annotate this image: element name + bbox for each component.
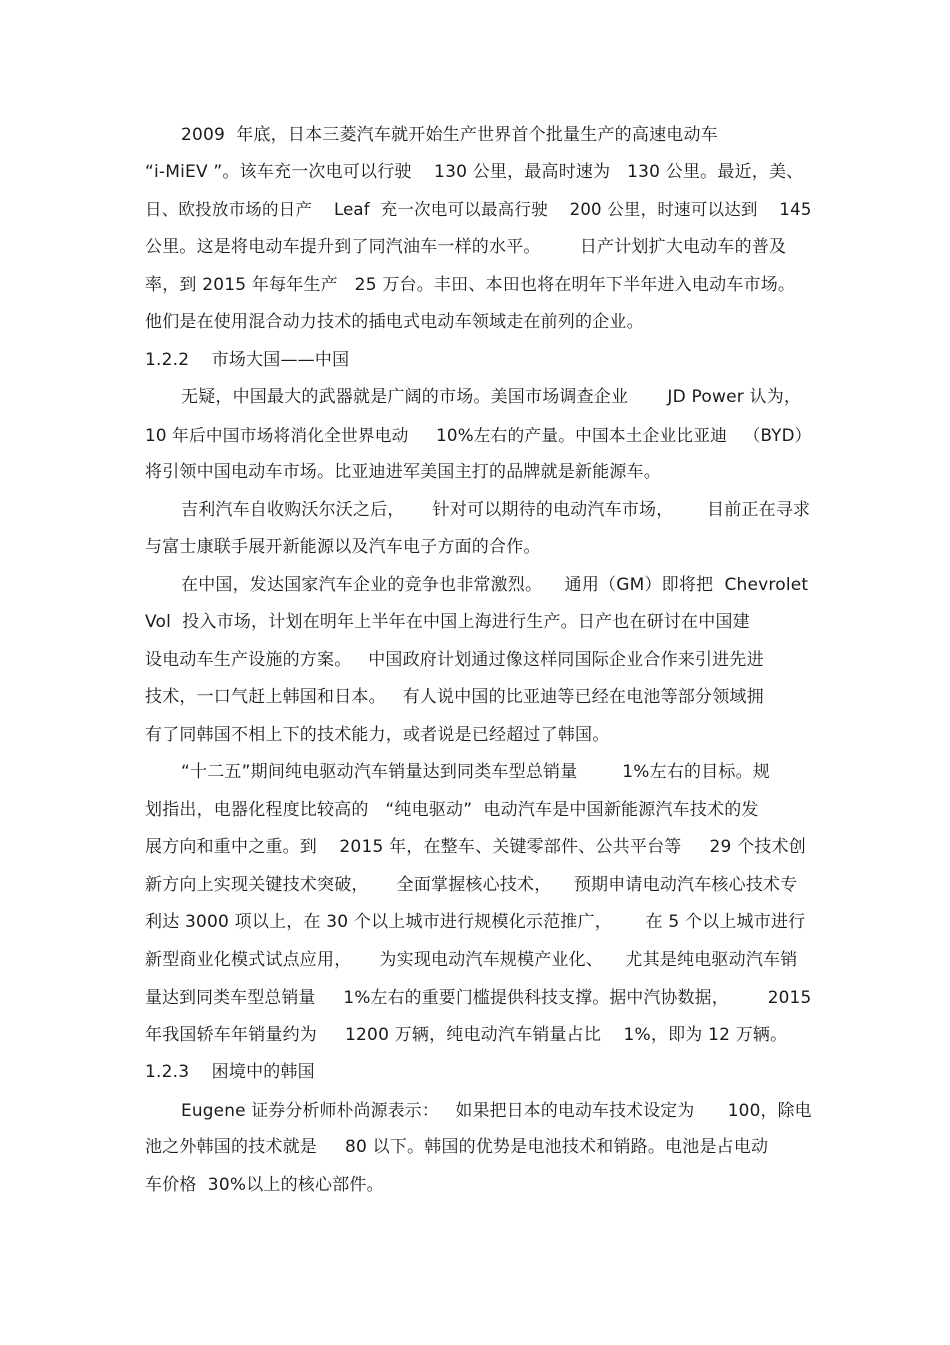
paragraph-2-line-3: 将引领中国电动车市场。比亚迪进军美国主打的品牌就是新能源车。 [145, 462, 661, 482]
paragraph-5-line-8: 年我国轿车年销量约为 1200 万辆，纯电动汽车销量占比 1%，即为 12 万辆。 [145, 1025, 788, 1045]
paragraph-5-line-3: 展方向和重中之重。到 2015 年，在整车、关键零部件、公共平台等 29 个技术创 [145, 837, 806, 857]
paragraph-5-line-5: 利达 3000 项以上，在 30 个以上城市进行规模化示范推广， 在 5 个以上城市进行 [145, 912, 806, 932]
paragraph-3-line-2: 与富士康联手展开新能源以及汽车电子方面的合作。 [145, 537, 541, 557]
paragraph-4-line-3: 设电动车生产设施的方案。 中国政府计划通过像这样同国际企业合作来引进先进 [145, 650, 764, 670]
paragraph-2-line-2: 10 年后中国市场将消化全世界电动 10%左右的产量。中国本土企业比亚迪 （BYD） [145, 425, 812, 445]
paragraph-5-line-1: “十二五”期间纯电驱动汽车销量达到同类车型总销量 1%左右的目标。规 [181, 762, 771, 782]
section-heading-1-2-3: 1.2.3 困境中的韩国 [145, 1062, 315, 1082]
paragraph-1-line-5: 率，到 2015 年每年生产 25 万台。丰田、本田也将在明年下半年进入电动车市场。 [145, 275, 796, 295]
paragraph-2-line-1: 无疑，中国最大的武器就是广阔的市场。美国市场调查企业 JD Power 认为， [181, 387, 802, 407]
paragraph-4-line-4: 技术，一口气赶上韩国和日本。 有人说中国的比亚迪等已经在电池等部分领域拥 [145, 687, 764, 707]
paragraph-6-line-2: 池之外韩国的技术就是 80 以下。韩国的优势是电池技术和销路。电池是占电动 [145, 1137, 769, 1157]
paragraph-3-line-1: 吉利汽车自收购沃尔沃之后， 针对可以期待的电动汽车市场， 目前正在寻求 [181, 500, 811, 520]
paragraph-5-line-4: 新方向上实现关键技术突破， 全面掌握核心技术， 预期申请电动汽车核心技术专 [145, 875, 798, 895]
paragraph-4-line-5: 有了同韩国不相上下的技术能力，或者说是已经超过了韩国。 [145, 725, 610, 745]
paragraph-1-line-4: 公里。这是将电动车提升到了同汽油车一样的水平。 日产计划扩大电动车的普及 [145, 237, 787, 257]
paragraph-5-line-2: 划指出，电器化程度比较高的 “纯电驱动” 电动汽车是中国新能源汽车技术的发 [145, 800, 759, 820]
paragraph-1-line-6: 他们是在使用混合动力技术的插电式电动车领域走在前列的企业。 [145, 312, 644, 332]
paragraph-4-line-2: Vol 投入市场，计划在明年上半年在中国上海进行生产。日产也在研讨在中国建 [145, 612, 750, 632]
paragraph-5-line-7: 量达到同类车型总销量 1%左右的重要门槛提供科技支撑。据中汽协数据， 2015 [145, 987, 812, 1007]
paragraph-5-line-6: 新型商业化模式试点应用， 为实现电动汽车规模产业化、 尤其是纯电驱动汽车销 [145, 950, 798, 970]
paragraph-1-line-3: 日、欧投放市场的日产 Leaf 充一次电可以最高行驶 200 公里，时速可以达到 145 [145, 200, 812, 219]
paragraph-4-line-1: 在中国，发达国家汽车企业的竞争也非常激烈。 通用（GM）即将把 Chevrolet [181, 575, 809, 595]
paragraph-6-line-1: Eugene 证券分析师朴尚源表示： 如果把日本的电动车技术设定为 100，除电 [181, 1100, 812, 1120]
section-heading-1-2-2: 1.2.2 市场大国——中国 [145, 350, 350, 370]
paragraph-6-line-3: 车价格 30%以上的核心部件。 [145, 1175, 384, 1195]
paragraph-1-line-2: “i-MiEV ”。该车充一次电可以行驶 130 公里，最高时速为 130 公里。最近，美、 [145, 162, 804, 182]
paragraph-1-line-1: 2009 年底，日本三菱汽车就开始生产世界首个批量生产的高速电动车 [181, 125, 718, 145]
